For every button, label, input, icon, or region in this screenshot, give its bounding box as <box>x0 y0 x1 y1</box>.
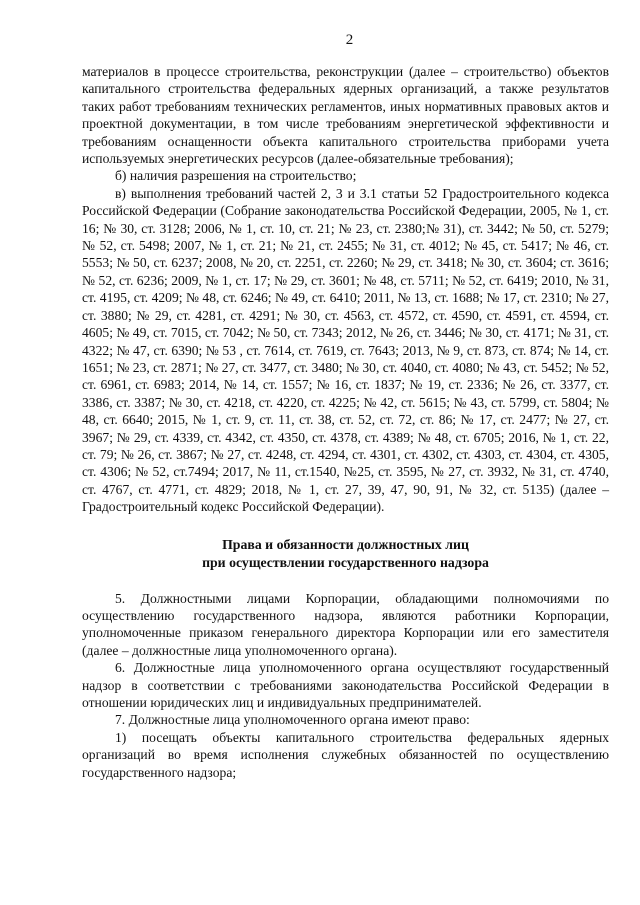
section-heading <box>82 536 609 572</box>
paragraph-5: 5. Должностными лицами Корпорации, обладающими полномочиями по осуществлению государственного надзора, являются работники Корпорации, уполномоченные приказом генерального директора Корпорации или его заместителя (далее – должностные лица уполномоченного органа). <box>82 590 609 658</box>
page-number: 2 <box>345 32 354 48</box>
paragraph-item-v: в) выполнения требований частей 2, 3 и 3.1 статьи 52 Градостроительного кодекса Российской Федерации (Собрание законодательства Российской Федерации, 2005, № 1, ст. 16; № 30, ст. 3128; 2006, № 1, ст. 10, ст. 21; № 23, ст. 2380;№ 31), ст. 3442; № 50, ст. 5279; № 52, ст. 5498; 2007, № 1, ст. 21; № 21, ст. 2455; № 31, ст. 4012; № 45, ст. 5417; № 46, ст. 5553; № 50, ст. 6237; 2008, № 20, ст. 2251, ст. 2260; № 29, ст. 3418; № 30, ст. 3604; ст. 3616; № 52, ст. 6236; 2009, № 1, ст. 17; № 29, ст. 3601; № 48, ст. 5711; № 52, ст. 6419; 2010, № 31, ст. 4195, ст. 4209; № 48, ст. 6246; № 49, ст. 6410; 2011, № 13, ст. 1688; № 17, ст. 2310; № 27, ст. 3880; № 29, ст. 4281, ст. 4291; № 30, ст. 4563, ст. 4572, ст. 4590, ст. 4591, ст. 4594, ст. 4605; № 49, ст. 7015, ст. 7042; № 50, ст. 7343; 2012, № 26, ст. 3446; № 30, ст. 4171; № 31, ст. 4322; № 47, ст. 6390; № 53 , ст. 7614, ст. 7619, ст. 7643; 2013, № 9, ст. 873, ст. 874; № 14, ст. 1651; № 23, ст. 2871; № 27, ст. 3477, ст. 3480; № 30, ст. 4040, ст. 4080; № 43, ст. 5452; № 52, ст. 6961, ст. 6983; 2014, № 14, ст. 1557; № 16, ст. 1837; № 19, ст. 2336; № 26, ст. 3377, ст. 3386, ст. 3387; № 30, ст. 4218, ст. 4220, ст. 4225; № 42, ст. 5615; № 43, ст. 5799, ст. 5804; № 48, ст. 6640; 2015, № 1, ст. 9, ст. 11, ст. 38, ст. 52, ст. 72, ст. 86; № 17, ст. 2477; № 27, ст. 3967; № 29, ст. 4339, ст. 4342, ст. 4350, ст. 4378, ст. 4389; № 48, ст. 6705; 2016, № 1, ст. 22, ст. 79; № 26, ст. 3867; № 27, ст. 4248, ст. 4294, ст. 4301, ст. 4302, ст. 4303, ст. 4304, ст. 4305, ст. 4306; № 52, ст.7494; 2017, № 11, ст.1540, №25, ст. 3595, № 27, ст. 3932, № 31, ст. 4740, ст. 4767, ст. 4771, ст. 4829; 2018, № 1, ст. 27, 39, 47, 90, 91, № 32, ст. 5135) (далее – Градостроительный кодекс Российской Федерации). <box>82 185 609 515</box>
paragraph-continuation: материалов в процессе строительства, реконструкции (далее – строительство) объектов капитального строительства федеральных ядерных организаций, а также результатов таких работ требованиям технических регламентов, иных нормативных правовых актов и проектной документации, в том числе требованиям энергетической эффективности и требованиям оснащенности объекта капитального строительства приборами учета используемых энергетических ресурсов (далее-обязательные требования); <box>82 64 609 167</box>
document-body <box>82 63 609 781</box>
paragraph-6: 6. Должностные лица уполномоченного органа осуществляют государственный надзор в соответствии с требованиями законодательства Российской Федерации в отношении юридических лиц и индивидуальных предпринимателей. <box>82 660 609 710</box>
paragraph-7-1: 1) посещать объекты капитального строительства федеральных ядерных организаций во время исполнения служебных обязанностей по осуществлению государственного надзора; <box>82 729 609 780</box>
paragraph-item-b: б) наличия разрешения на строительство; <box>115 168 357 184</box>
section-heading-line-2: при осуществлении государственного надзора <box>202 554 489 570</box>
section-heading-line-1: Права и обязанности должностных лиц <box>222 536 469 552</box>
paragraph-7: 7. Должностные лица уполномоченного органа имеют право: <box>115 712 470 728</box>
